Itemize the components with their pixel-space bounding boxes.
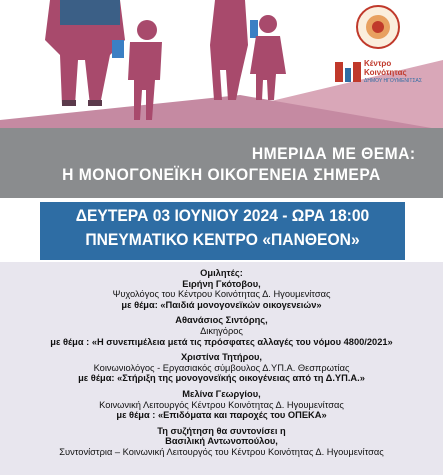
speaker-3-topic: με θέμα: «Στήριξη της μονογονεϊκής οικογένειας από τη Δ.ΥΠ.Α.» bbox=[78, 373, 365, 384]
municipality-seal-logo bbox=[355, 4, 401, 50]
venue-text: ΠΝΕΥΜΑΤΙΚΟ ΚΕΝΤΡΟ «ΠΑΝΘΕΟΝ» bbox=[85, 230, 360, 249]
logo-line1: Κέντρο bbox=[364, 59, 392, 68]
logo-line3: ΔΗΜΟΥ ΗΓΟΥΜΕΝΙΤΣΑΣ bbox=[364, 78, 422, 84]
speaker-4-role: Κοινωνική Λειτουργός Κέντρου Κοινότητας Δ. Ηγουμενίτσας bbox=[99, 399, 344, 410]
date-time-text: ΔΕΥΤΕΡΑ 03 ΙΟΥΝΙΟΥ 2024 - ΩΡΑ 18:00 bbox=[75, 206, 370, 225]
speakers-label: Ομιλητές: bbox=[200, 268, 243, 278]
coordinator-label: Τη συζήτηση θα συντονίσει η bbox=[157, 425, 286, 436]
speaker-3-role: Κοινωνιολόγος - Εργασιακός σύμβουλος Δ.ΥΠ.Α. Θεσπρωτίας bbox=[93, 362, 350, 373]
speaker-2-role: Δικηγόρος bbox=[200, 325, 243, 336]
speaker-4-name: Μελίνα Γεωργίου, bbox=[182, 388, 261, 399]
event-title-line2: Η ΜΟΝΟΓΟΝΕΪΚΗ ΟΙΚΟΓΕΝΕΙΑ ΣΗΜΕΡΑ bbox=[62, 165, 381, 184]
speaker-2-name: Αθανάσιος Σιντόρης, bbox=[175, 315, 268, 326]
event-title-line1: ΗΜΕΡΙΔΑ ΜΕ ΘΕΜΑ: bbox=[251, 144, 416, 163]
logo-line2: Κοινότητας bbox=[364, 68, 407, 77]
speaker-1-topic: με θέμα: «Παιδιά μονογονεϊκών οικογενειών» bbox=[121, 299, 322, 310]
speaker-4-topic: με θέμα : «Επιδόματα και παροχές του ΟΠΕΚΑ» bbox=[116, 410, 327, 421]
coordinator-name: Βασιλική Αντωνοπούλου, bbox=[165, 436, 278, 447]
community-center-logo bbox=[334, 58, 434, 88]
speaker-1-name: Ειρήνη Γκότοβου, bbox=[182, 278, 261, 289]
coordinator-role: Συντονίστρια – Κοινωνική Λειτουργός του Κέντρου Κοινότητας Δ. Ηγουμενίτσας bbox=[59, 446, 384, 457]
speaker-2-topic: με θέμα : «Η συνεπιμέλεια μετά τις πρόσφατες αλλαγές του νόμου 4800/2021» bbox=[50, 336, 393, 347]
hero-illustration bbox=[0, 0, 443, 130]
speaker-1-role: Ψυχολόγος του Κέντρου Κοινότητας Δ. Ηγουμενίτσας bbox=[112, 289, 331, 300]
family-icon bbox=[334, 58, 362, 86]
parent-figure-right bbox=[210, 0, 258, 100]
program-section bbox=[0, 268, 443, 463]
speaker-3-name: Χριστίνα Τητήρου, bbox=[180, 352, 263, 363]
